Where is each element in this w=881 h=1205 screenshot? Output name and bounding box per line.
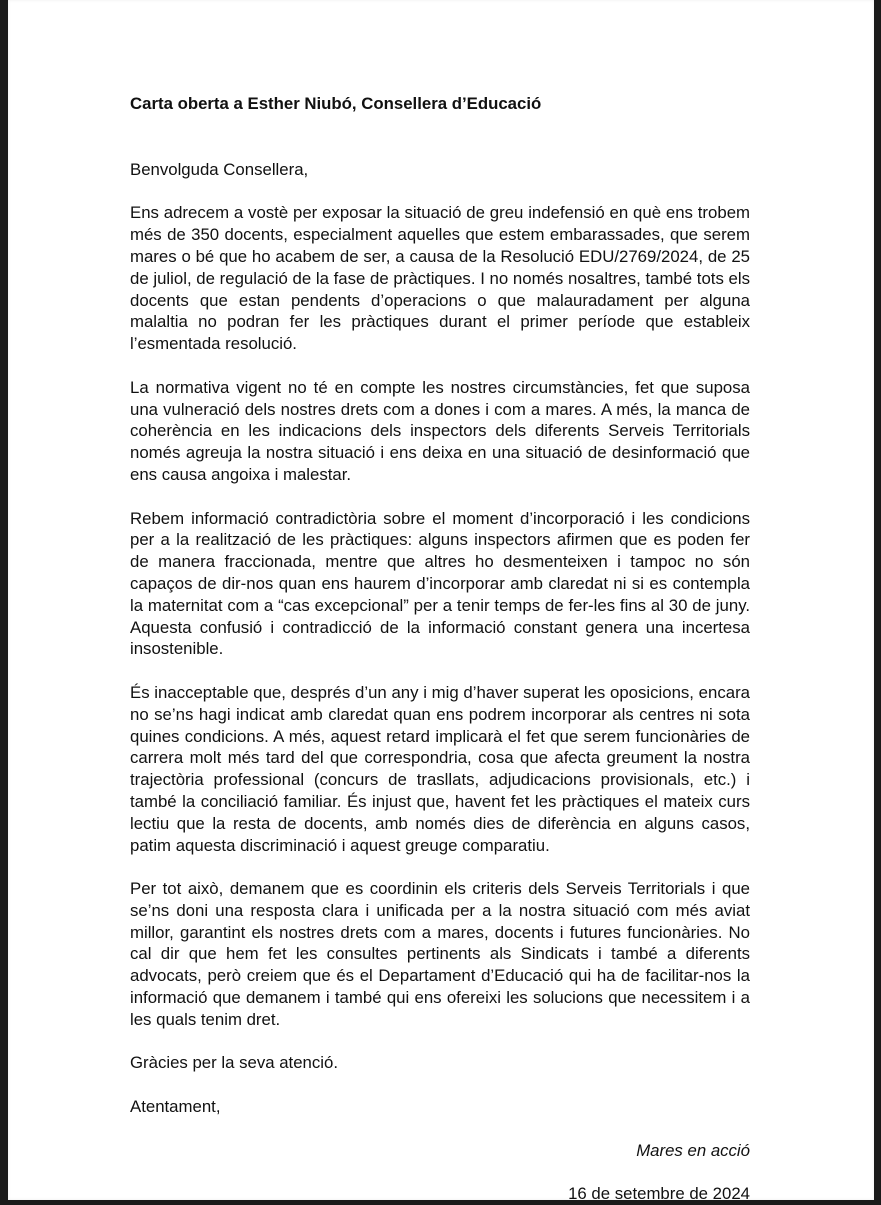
paragraph-2: La normativa vigent no té en compte les nostres circumstàncies, fet que suposa una vulneració dels nostres drets com a dones i com a mares. A més, la manca de coherència en les indicacions dels inspectors dels diferents Serveis Territorials només agreuja la nostra situació i ens deixa en una situació de desinformació que ens causa angoixa i malestar. — [130, 377, 750, 484]
paragraph-3: Rebem informació contradictòria sobre el moment d’incorporació i les condicions per a la realització de les pràctiques: alguns inspectors afirmen que es poden fer de manera fraccionada, mentre que altres ho desmenteixen i tampoc no són capaços de dir-nos quan ens haurem d’incorporar amb claredat ni si es contempla la maternitat com a “cas excepcional” per a tenir temps de fer-les fins al 30 de juny. Aquesta confusió i contradicció de la informació constant genera una incertesa insostenible. — [130, 508, 750, 659]
letter-title: Carta oberta a Esther Niubó, Consellera d’Educació — [130, 94, 542, 113]
letter-closing: Atentament, — [130, 1097, 221, 1117]
paragraph-4: És inacceptable que, després d’un any i mig d’haver superat les oposicions, encara no se’ns hagi indicat amb claredat quan ens podrem incorporar als centres ni sota quines condicions. A més, aquest retard implicarà el fet que serem funcionàries de carrera molt més tard del que correspondria, cosa que afecta greument la nostra trajectòria professional (concurs de trasllats, adjudicacions provisionals, etc.) i també la conciliació familiar. És injust que, havent fet les pràctiques el mateix curs lectiu que la resta de docents, amb només dies de diferència en alguns casos, patim aquesta discriminació i aquest greuge comparatiu. — [130, 682, 750, 855]
letter-date: 16 de setembre de 2024 — [568, 1184, 750, 1204]
paragraph-5: Per tot això, demanem que es coordinin els criteris dels Serveis Territorials i que se’ns doni una resposta clara i unificada per a la nostra situació com més aviat millor, garantint els nostres drets com a mares, docents i futures funcionàries. No cal dir que hem fet les consultes pertinents als Sindicats i també a diferents advocats, però creiem que és el Departament d’Educació qui ha de facilitar-nos la informació que demanem i també qui ens ofereixi les solucions que necessitem i a les quals tenim dret. — [130, 879, 750, 1029]
paragraph-1: Ens adrecem a vostè per exposar la situació de greu indefensió en què ens trobem més de 350 docents, especialment aquelles que estem embarassades, que serem mares o bé que ho acabem de ser, a causa de la Resolució EDU/2769/2024, de 25 de juliol, de regulació de la fase de pràctiques. I no només nosaltres, també tots els docents que estan pendents d’operacions o que malauradament per alguna malaltia no podran fer les pràctiques durant el primer període que estableix l’esmentada resolució. — [130, 203, 750, 354]
letter-page — [8, 0, 874, 1204]
letter-salutation: Benvolguda Consellera, — [130, 159, 309, 179]
letter-thanks: Gràcies per la seva atenció. — [130, 1053, 339, 1073]
letter-body — [130, 93, 750, 1205]
letter-signature: Mares en acció — [636, 1140, 750, 1160]
